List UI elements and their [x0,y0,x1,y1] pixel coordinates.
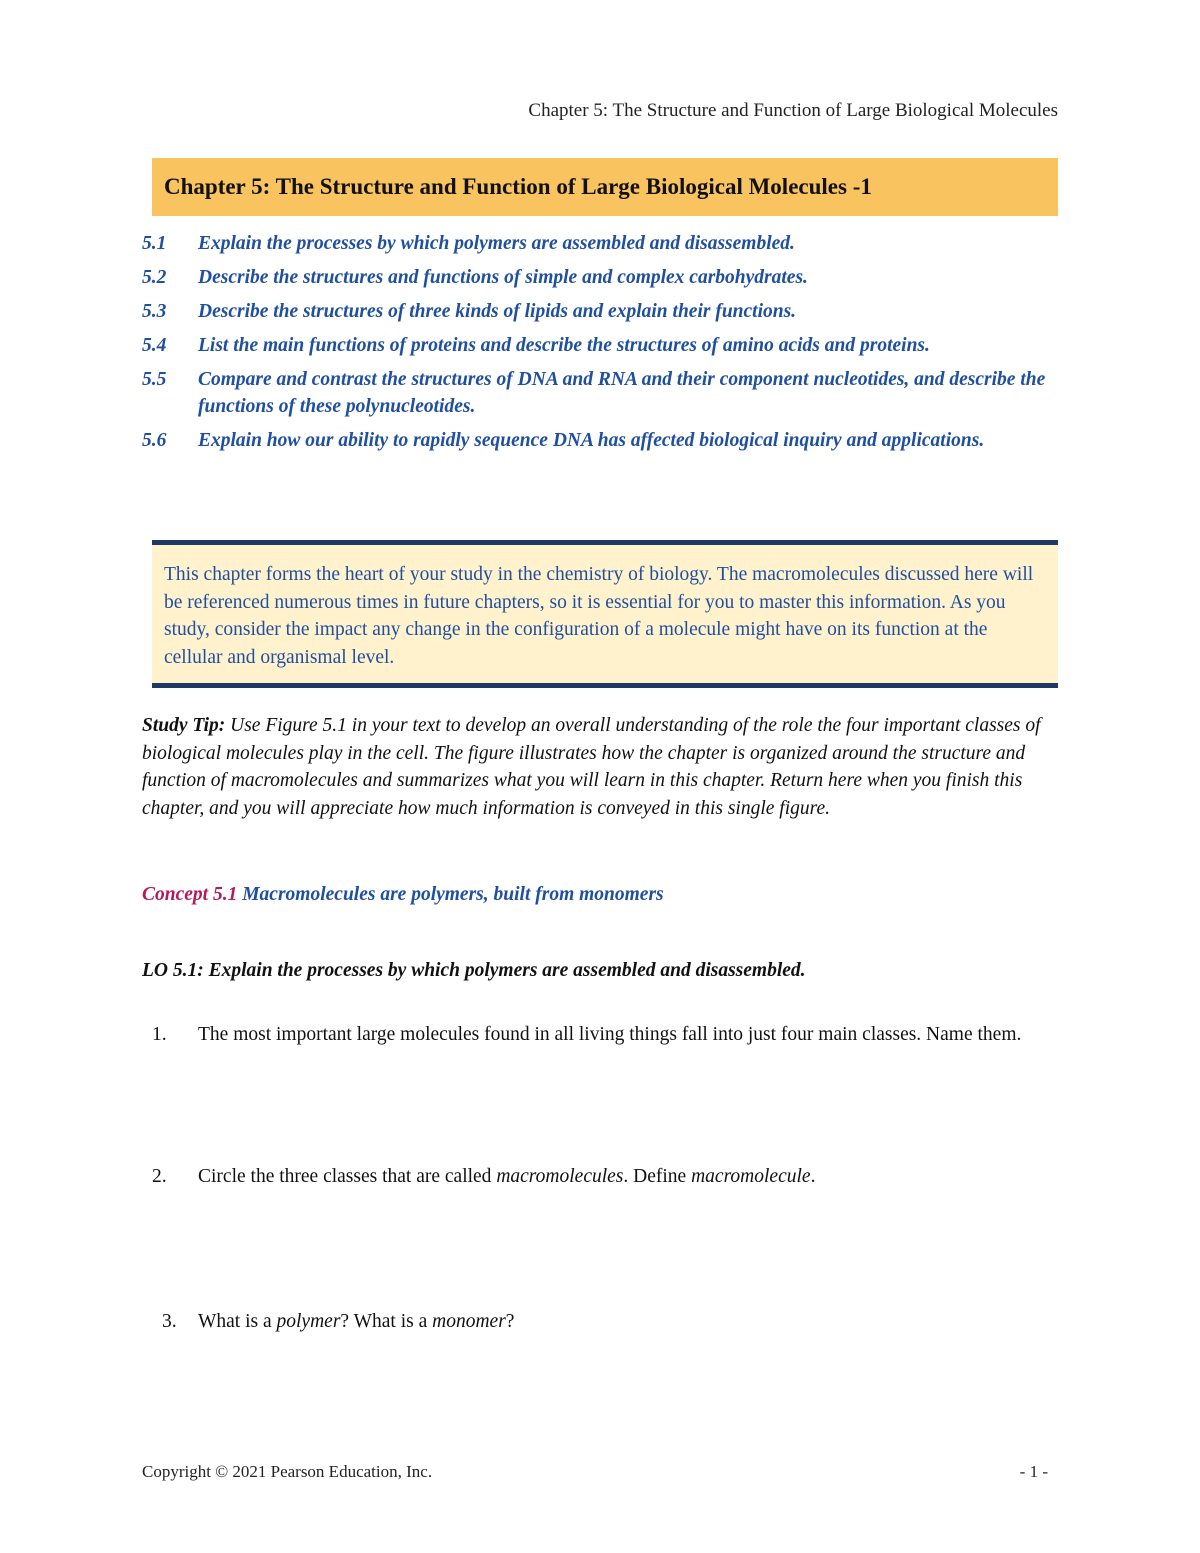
question-term: monomer [432,1311,506,1332]
question-text-part: ? [505,1311,515,1332]
question-text-part: . Define [623,1166,692,1187]
copyright-footer: Copyright © 2021 Pearson Education, Inc. [142,1462,433,1481]
question-text-part: Circle the three classes that are called [198,1166,497,1187]
question-term: polymer [276,1311,341,1332]
objective-item [142,366,1062,420]
learning-objective-heading: LO 5.1: Explain the processes by which polymers are assembled and disassembled. [142,960,806,981]
study-tip-text: Use Figure 5.1 in your text to develop an overall understanding of the role the four important classes of biological molecules play in the cell. The figure illustrates how the chapter is organized around the structure and function of macromolecules and summarizes what you will learn in this chapter. Return here when you finish this chapter, and you will appreciate how much information is conveyed in this single figure. [142,715,1041,819]
objective-number: 5.3 [142,301,167,322]
objective-number: 5.2 [142,267,167,288]
question-text: The most important large molecules found in all living things fall into just four main classes. Name them. [198,1024,1022,1045]
objective-number: 5.4 [142,335,167,356]
chapter-title-bar [152,158,1058,216]
concept-heading [142,884,664,906]
concept-label: Concept 5.1 [142,884,238,905]
study-tip-label: Study Tip: [142,715,226,736]
question-text-part: What is a [198,1311,277,1332]
question-number: 2. [152,1166,167,1187]
running-header: Chapter 5: The Structure and Function of Large Biological Molecules [528,100,1058,121]
chapter-intro-callout: This chapter forms the heart of your study in the chemistry of biology. The macromolecules discussed here will be referenced numerous times in future chapters, so it is essential for you to master this information. As you study, consider the impact any change in the configuration of a molecule might have on its function at the cellular and organismal level. [152,540,1058,688]
concept-text: Macromolecules are polymers, built from monomers [242,884,664,905]
objective-item [142,298,1062,325]
question-text-part: ? What is a [340,1311,433,1332]
question-term: macromolecules [496,1166,624,1187]
objective-text: Describe the structures of three kinds of lipids and explain their functions. [198,301,797,322]
page-number: - 1 - [1019,1462,1048,1481]
question-text [198,1308,1052,1336]
objective-text: Describe the structures and functions of simple and complex carbohydrates. [198,267,808,288]
objective-item [142,264,1062,291]
question-number: 1. [152,1024,167,1045]
question-item [142,1021,1042,1049]
objective-text: Explain the processes by which polymers are assembled and disassembled. [198,233,795,254]
question-number: 3. [162,1311,177,1332]
question-item [142,1163,1042,1191]
objective-number: 5.6 [142,430,167,451]
objective-number: 5.5 [142,369,167,390]
objective-text: Explain how our ability to rapidly sequence DNA has affected biological inquiry and applications. [198,430,985,451]
study-tip [142,712,1064,822]
question-item [152,1308,1052,1336]
learning-objectives-list [142,230,1062,461]
objective-text: Compare and contrast the structures of DNA and RNA and their component nucleotides, and describe the functions of these polynucleotides. [198,369,1046,417]
question-text-part: . [810,1166,816,1187]
objective-item [142,230,1062,257]
question-term: macromolecule [691,1166,811,1187]
chapter-title: Chapter 5: The Structure and Function of Large Biological Molecules -1 [164,174,872,199]
question-text [198,1163,1042,1191]
objective-item [142,427,1062,454]
objective-text: List the main functions of proteins and describe the structures of amino acids and proteins. [198,335,930,356]
objective-item [142,332,1062,359]
objective-number: 5.1 [142,233,167,254]
